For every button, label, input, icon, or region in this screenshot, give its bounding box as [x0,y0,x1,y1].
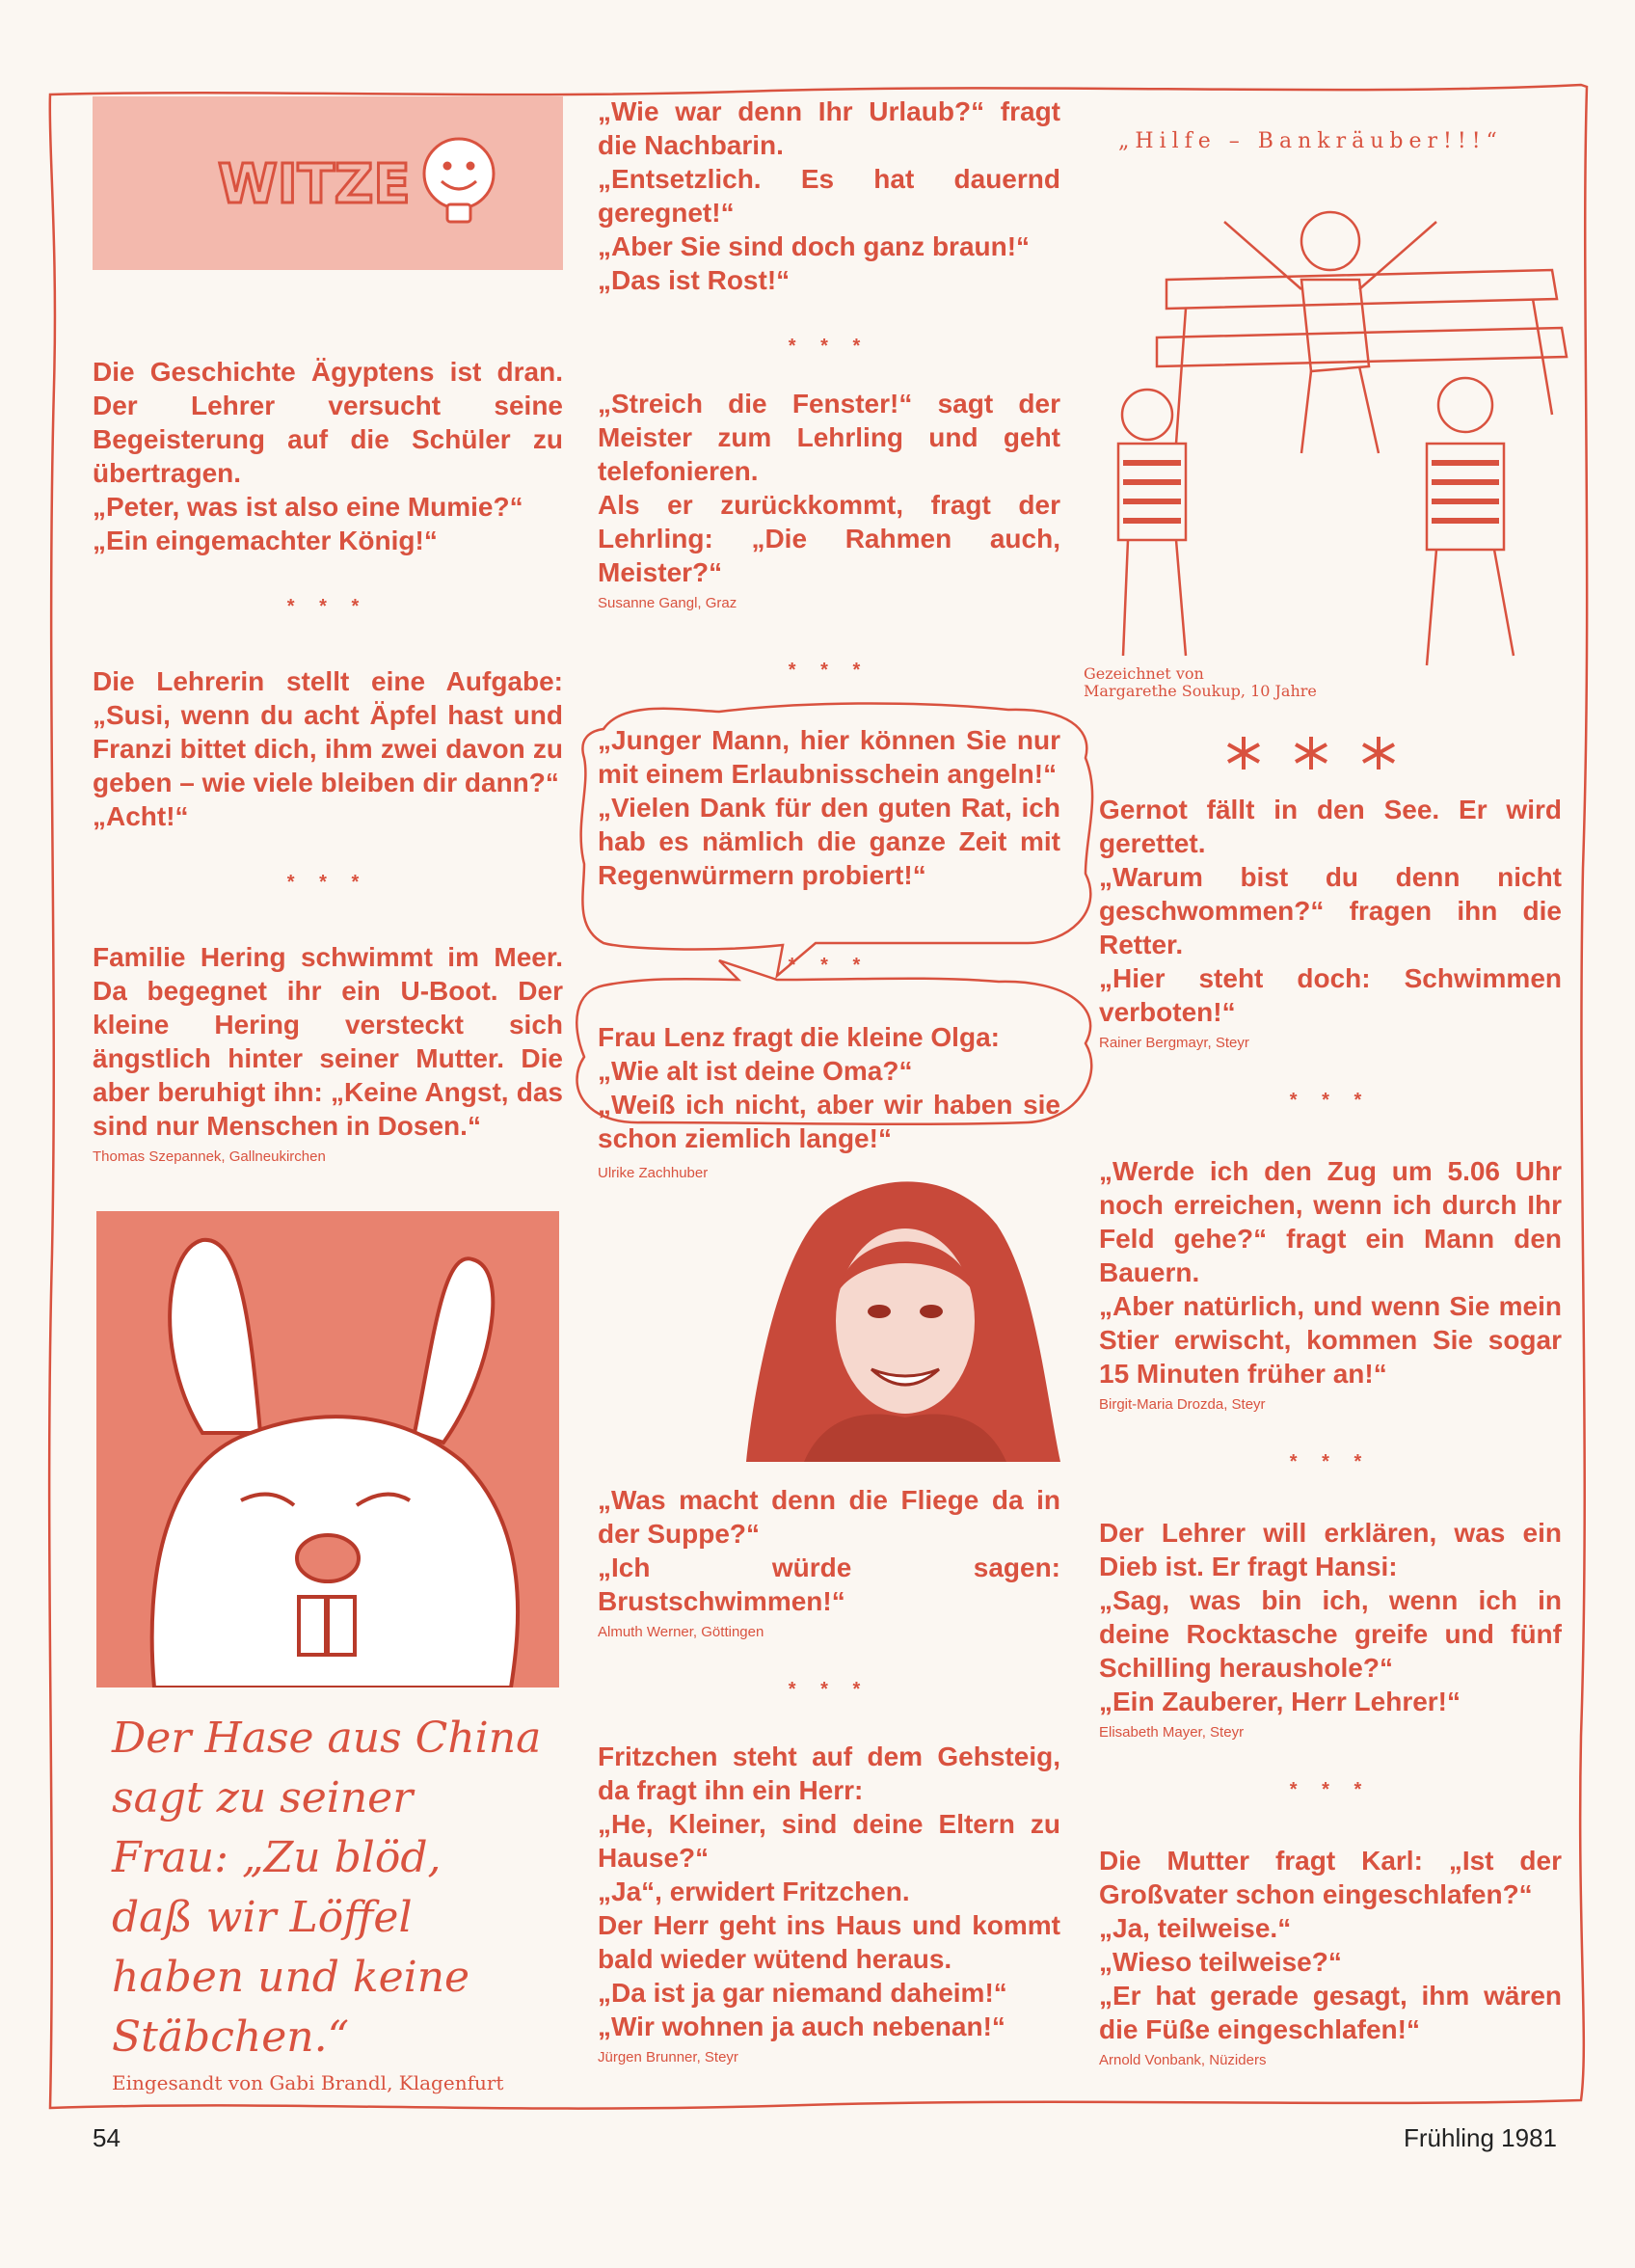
joke-text: „Was macht denn die Fliege da in der Suppe?“ [598,1485,1060,1549]
joke-4 [598,94,1060,297]
robber-right-head [1438,378,1492,432]
joke-2 [93,664,563,833]
bank-robbers-drawing [1070,202,1591,685]
separator: * * * [1289,1090,1372,1111]
separator: * * * [788,1679,871,1700]
joke-text: Die Lehrerin stellt eine Aufgabe: „Susi, wenn du acht Äpfel hast und Franzi bittet dich, ihm zwei davon zu geben – wie viele bleiben dir dann?“ [93,666,563,797]
bunny-tooth-right [328,1597,355,1655]
column-middle-lower [598,1483,1060,2066]
bunny-line: haben und keine [112,1953,470,2002]
witze-logo [93,96,563,270]
column-right [1099,793,1562,2068]
bunny-illustration [96,1211,559,1688]
column-left [93,355,563,1165]
author: Jürgen Brunner, Steyr [598,2049,738,2066]
joke-text: „He, Kleiner, sind deine Eltern zu Hause?“ [598,1809,1060,1873]
bunny-line: daß wir Löffel [112,1893,413,1942]
joke-text: „Junger Mann, hier können Sie nur mit einem Erlaubnisschein angeln!“ [598,725,1060,789]
drawing-credit [1084,665,1317,700]
bench-back [1157,328,1567,366]
joke-text: Der Lehrer will erklären, was ein Dieb ist. Er fragt Hansi: [1099,1518,1562,1581]
man-body [1301,280,1369,371]
lightbulb-smiley-icon [424,139,494,222]
joke-text: „Werde ich den Zug um 5.06 Uhr noch erreichen, wenn ich durch Ihr Feld gehe?“ fragt ein Mann den Bauern. [1099,1156,1562,1287]
drawing-caption: „Hilfe – Bankräuber!!!“ [1118,129,1503,153]
joke-text: „Weiß ich nicht, aber wir haben sie schon ziemlich lange!“ [598,1090,1060,1153]
joke-text: „Entsetzlich. Es hat dauernd geregnet!“ [598,164,1060,228]
joke-text: „Ein eingemachter König!“ [93,526,438,555]
witze-header-box [93,96,563,270]
bunny-nose [297,1535,359,1581]
joke-text: „Wieso teilweise?“ [1099,1947,1342,1977]
joke-text: „Vielen Dank für den guten Rat, ich hab es nämlich die ganze Zeit mit Regenwürmern probiert!“ [598,793,1060,890]
joke-text: Der Herr geht ins Haus und kommt bald wieder wütend heraus. [598,1910,1060,1974]
man-head [1301,212,1359,270]
joke-text: „Peter, was ist also eine Mumie?“ [93,492,523,522]
joke-text: „Sag, was bin ich, wenn ich in deine Rocktasche greife und fünf Schilling heraushole?“ [1099,1585,1562,1683]
author: Elisabeth Mayer, Steyr [1099,1724,1245,1741]
joke-text: „Das ist Rost!“ [598,265,791,295]
bunny-joke [112,1709,575,2067]
robber-left-head [1122,390,1172,440]
bunny-line: Stäbchen.“ [112,2012,350,2062]
bunny-credit: Eingesandt von Gabi Brandl, Klagenfurt [112,2071,504,2094]
joke-8 [598,1483,1060,1618]
issue-label: Frühling 1981 [1404,2123,1557,2152]
joke-text: „Ja“, erwidert Fritzchen. [598,1876,910,1906]
bunny-line: Der Hase aus China [112,1714,542,1763]
joke-text: Die Mutter fragt Karl: „Ist der Großvater schon eingeschlafen?“ [1099,1846,1562,1909]
joke-text: „Aber natürlich, und wenn Sie mein Stier erwischt, kommen Sie sogar 15 Minuten früher an!“ [1099,1291,1562,1389]
joke-text: „Streich die Fenster!“ sagt der Meister zum Lehrling und geht telefonieren. [598,389,1060,486]
joke-text: „Wie alt ist deine Oma?“ [598,1056,913,1086]
joke-12 [1099,1516,1562,1718]
author: Ulrike Zachhuber [598,1165,709,1181]
joke-6 [598,723,1060,892]
joke-10 [1099,793,1562,1029]
joke-text: Gernot fällt in den See. Er wird gerettet. [1099,795,1562,858]
page-number: 54 [93,2123,121,2152]
separator: * * * [788,336,871,357]
joke-text: „Er hat gerade gesagt, ihm wären die Füße eingeschlafen!“ [1099,1981,1562,2044]
joke-text: „Ja, teilweise.“ [1099,1913,1292,1943]
joke-text: „Ein Zauberer, Herr Lehrer!“ [1099,1687,1461,1716]
author: Rainer Bergmayr, Steyr [1099,1035,1249,1051]
joke-11 [1099,1154,1562,1390]
big-stars-icon [1215,729,1407,777]
bunny-line: Frau: „Zu blöd, [112,1833,442,1882]
credit-line: Gezeichnet von [1084,664,1204,683]
separator: * * * [1289,1779,1372,1800]
joke-5 [598,387,1060,589]
joke-text: „Da ist ja gar niemand daheim!“ [598,1978,1007,2008]
author: Thomas Szepannek, Gallneukirchen [93,1148,326,1165]
joke-text: „Warum bist du denn nicht geschwommen?“ fragen ihn die Retter. [1099,862,1562,959]
joke-9 [598,1740,1060,2043]
joke-1 [93,355,563,557]
joke-text: Familie Hering schwimmt im Meer. Da begegnet ihr ein U-Boot. Der kleine Hering versteckt sich ängstlich hinter seiner Mutter. Die aber beruhigt ihn: „Keine Angst, das sind nur Menschen in Dosen.“ [93,942,563,1141]
joke-text: Frau Lenz fragt die kleine Olga: [598,1022,1000,1052]
joke-text: „Hier steht doch: Schwimmen verboten!“ [1099,963,1562,1027]
robber-right-body [1427,444,1504,550]
witze-title: WITZE [218,153,411,216]
separator: * * * [286,872,369,893]
joke-text: Fritzchen steht auf dem Gehsteig, da fragt ihn ein Herr: [598,1742,1060,1805]
author: Almuth Werner, Göttingen [598,1624,764,1640]
joke-7 [598,1020,1060,1155]
joke-text: „Aber Sie sind doch ganz braun!“ [598,231,1031,261]
joke-text: Die Geschichte Ägyptens ist dran. Der Lehrer versucht seine Begeisterung auf die Schüler zu übertragen. [93,357,563,488]
bunny-line: sagt zu seiner [112,1773,414,1822]
separator: * * * [1289,1451,1372,1472]
joke-text: Als er zurückkommt, fragt der Lehrling: „Die Rahmen auch, Meister?“ [598,490,1060,587]
author: Arnold Vonbank, Nüziders [1099,2052,1267,2068]
joke-text: „Acht!“ [93,801,189,831]
bunny-tooth-left [299,1597,326,1655]
separator: * * * [788,660,871,681]
joke-text: „Wir wohnen ja auch nebenan!“ [598,2012,1005,2041]
author: Susanne Gangl, Graz [598,595,737,611]
joke-text: „Ich würde sagen: Brustschwimmen!“ [598,1552,1060,1616]
separator: * * * [286,596,369,617]
robber-left-body [1118,444,1186,540]
joke-13 [1099,1844,1562,2046]
joke-text: „Wie war denn Ihr Urlaub?“ fragt die Nachbarin. [598,96,1060,160]
credit-line: Margarethe Soukup, 10 Jahre [1084,682,1317,700]
column-middle [598,94,1060,611]
joke-3 [93,940,563,1143]
author: Birgit-Maria Drozda, Steyr [1099,1396,1266,1413]
girl-portrait-photo [746,1176,1060,1462]
separator: * * * [788,955,871,976]
